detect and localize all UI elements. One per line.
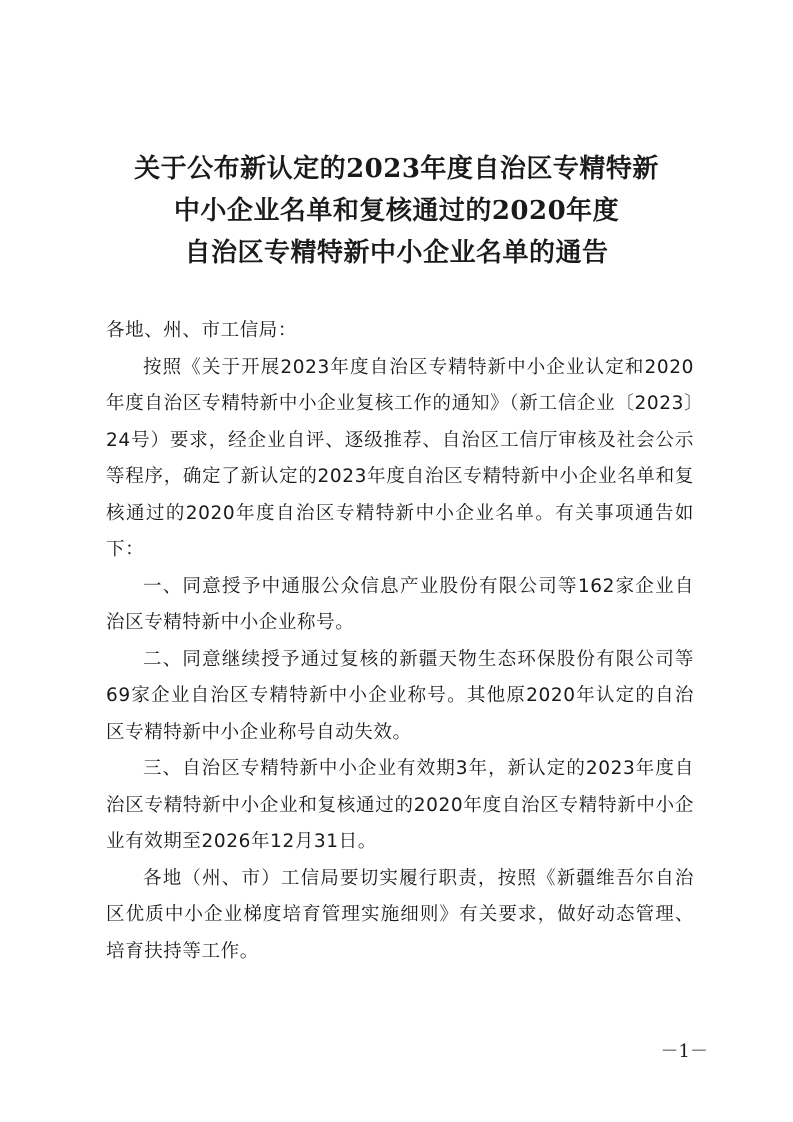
paragraph-closing: 各地（州、市）工信局要切实履行职责，按照《新疆维吾尔自治区优质中小企业梯度培育管理实施细则》有关要求，做好动态管理、培育扶持等工作。	[106, 867, 694, 962]
document-body	[106, 313, 694, 970]
document-title	[0, 148, 793, 274]
title-line-3: 自治区专精特新中小企业名单的通告	[184, 238, 609, 268]
title-line-1: 关于公布新认定的2023年度自治区专精特新	[134, 154, 659, 184]
paragraph-item-3: 三、自治区专精特新中小企业有效期3年，新认定的2023年度自治区专精特新中小企业和复核通过的2020年度自治区专精特新中小企业有效期至2026年12月31日。	[106, 758, 694, 852]
paragraph-item-2: 二、同意继续授予通过复核的新疆天物生态环保股份有限公司等69家企业自治区专精特新中小企业称号。其他原2020年认定的自治区专精特新中小企业称号自动失效。	[106, 648, 694, 743]
paragraph-item-1: 一、同意授予中通服公众信息产业股份有限公司等162家企业自治区专精特新中小企业称号。	[106, 575, 694, 633]
title-line-2: 中小企业名单和复核通过的2020年度	[173, 196, 620, 226]
paragraph-intro: 按照《关于开展2023年度自治区专精特新中小企业认定和2020年度自治区专精特新中小企业复核工作的通知》（新工信企业〔2023〕24号）要求，经企业自评、逐级推荐、自治区工信厅审核及社会公示等程序，确定了新认定的2023年度自治区专精特新中小企业名单和复核通过的2020年度自治区专精特新中小企业名单。有关事项通告如下：	[106, 356, 694, 560]
salutation: 各地、州、市工信局：	[106, 320, 298, 341]
page-number: －1－	[660, 1041, 708, 1062]
